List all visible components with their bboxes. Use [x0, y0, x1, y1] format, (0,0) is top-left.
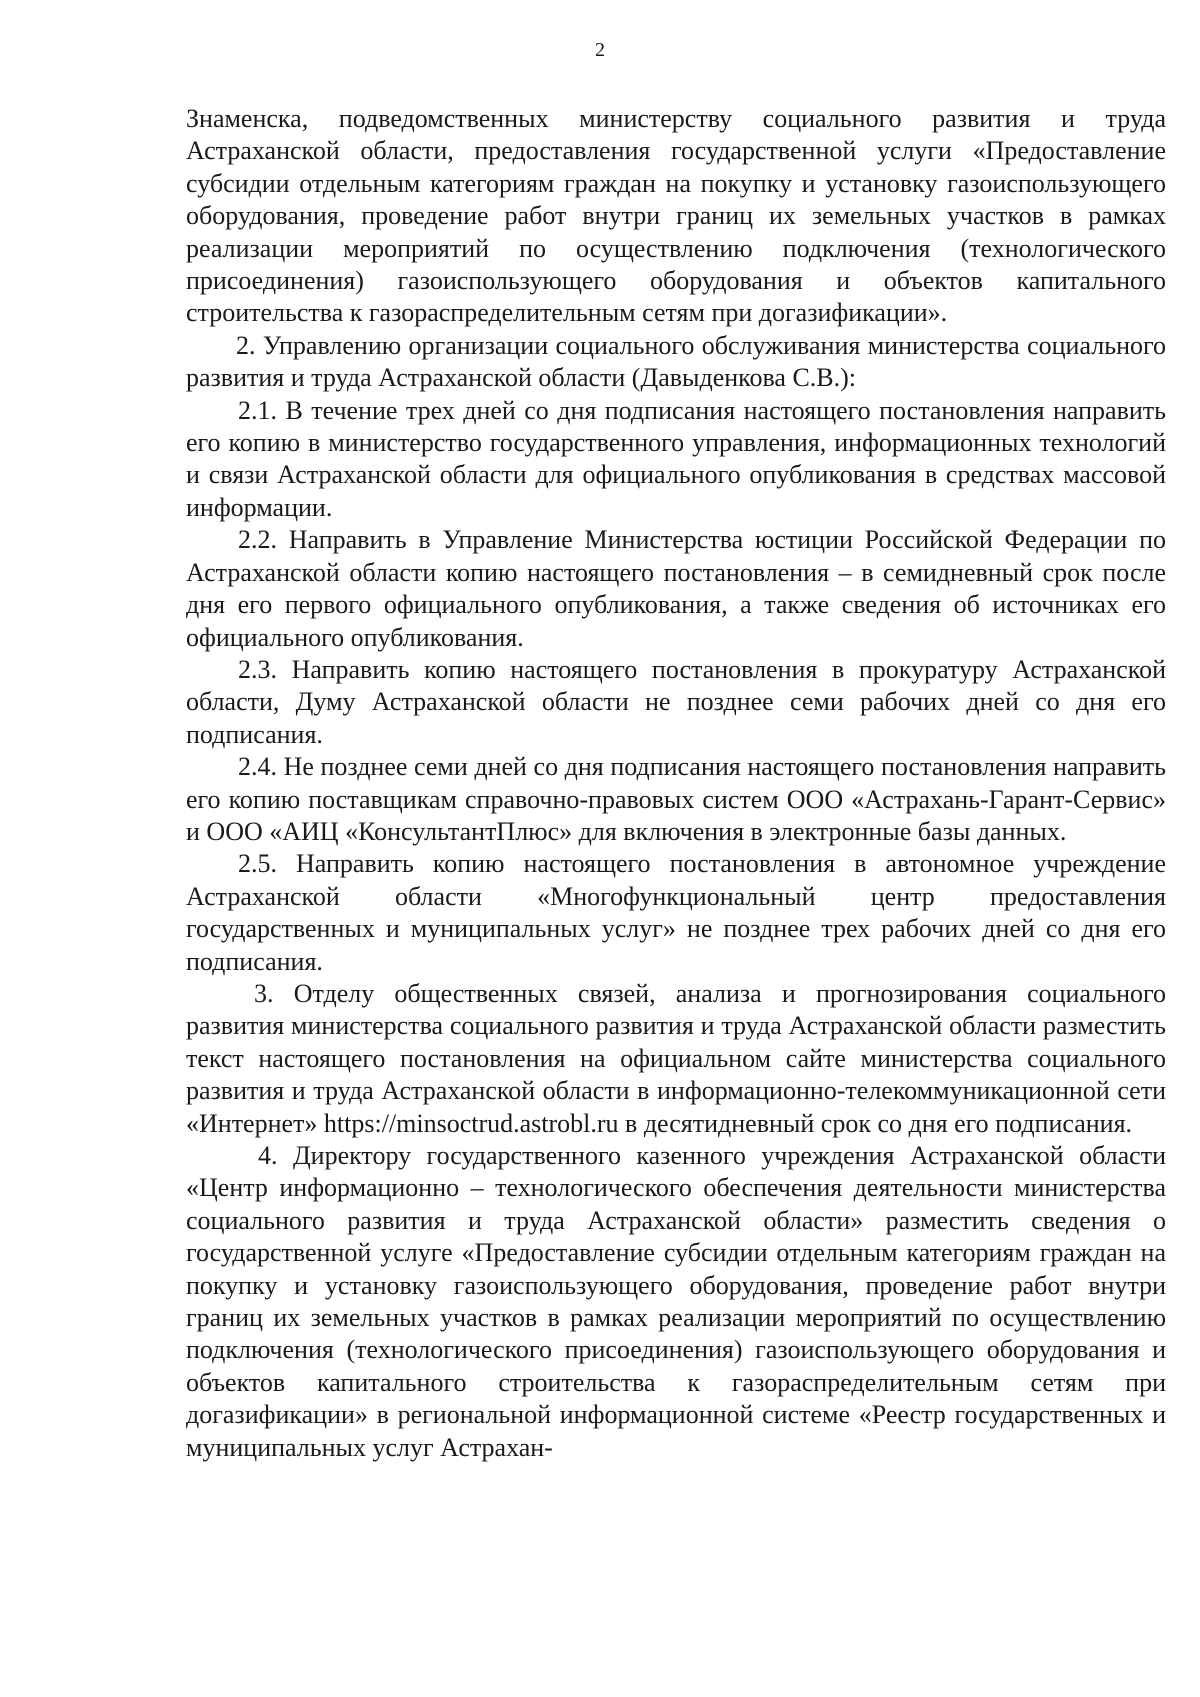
paragraph-item-2-5: 2.5. Направить копию настоящего постановления в автономное учреждение Астраханской области «Многофункциональный центр предоставления государственных и муниципальных услуг» не позднее трех рабочих дней со дня его подписания. — [186, 849, 1166, 976]
paragraph-item-4: 4. Директору государственного казенного учреждения Астраханской области «Центр информационно – технологического обеспечения деятельности министерства социального развития и труда Астраханской области» разместить сведения о государственной услуге «Предоставление субсидии отдельным категориям граждан на покупку и установку газоиспользующего оборудования, проведение работ внутри границ их земельных участков в рамках реализации мероприятий по осуществлению подключения (технологического присоединения) газоиспользующего оборудования и объектов капитального строительства к газораспределительным сетям при догазификации» в региональной информационной системе «Реестр государственных и муниципальных услуг Астрахан- — [186, 1141, 1166, 1462]
paragraph-item-2-4: 2.4. Не позднее семи дней со дня подписания настоящего постановления направить его копию поставщикам справочно-правовых систем ООО «Астрахань-Гарант-Сервис» и ООО «АИЦ «КонсультантПлюс» для включения в электронные базы данных. — [186, 752, 1166, 846]
paragraph-continuation: Знаменска, подведомственных министерству социального развития и труда Астраханской области, предоставления государственной услуги «Предоставление субсидии отдельным категориям граждан на покупку и установку газоиспользующего оборудования, проведение работ внутри границ их земельных участков в рамках реализации мероприятий по осуществлению подключения (технологического присоединения) газоиспользующего оборудования и объектов капитального строительства к газораспределительным сетям при догазификации». — [186, 104, 1166, 328]
paragraph-item-2: 2. Управлению организации социального обслуживания министерства социального развития и труда Астраханской области (Давыденкова С.В.): — [186, 330, 1166, 393]
paragraph-item-3: 3. Отделу общественных связей, анализа и прогнозирования социального развития министерства социального развития и труда Астраханской области разместить текст настоящего постановления на официальном сайте министерства социального развития и труда Астраханской области в информационно-телекоммуникационной сети «Интернет» https://minsoctrud.astrobl.ru в десятидневный срок со дня его подписания. — [186, 978, 1166, 1138]
paragraph-item-2-2: 2.2. Направить в Управление Министерства юстиции Российской Федерации по Астраханской области копию настоящего постановления – в семидневный срок после дня его первого официального опубликования, а также сведения об источниках его официального опубликования. — [186, 525, 1166, 652]
paragraph-item-2-3: 2.3. Направить копию настоящего постановления в прокуратуру Астраханской области, Думу Астраханской области не позднее семи рабочих дней со дня его подписания. — [186, 654, 1166, 749]
page-number: 2 — [595, 39, 605, 61]
paragraph-item-2-1: 2.1. В течение трех дней со дня подписания настоящего постановления направить его копию в министерство государственного управления, информационных технологий и связи Астраханской области для официального опубликования в средствах массовой информации. — [186, 395, 1166, 522]
document-body — [186, 103, 1166, 1464]
